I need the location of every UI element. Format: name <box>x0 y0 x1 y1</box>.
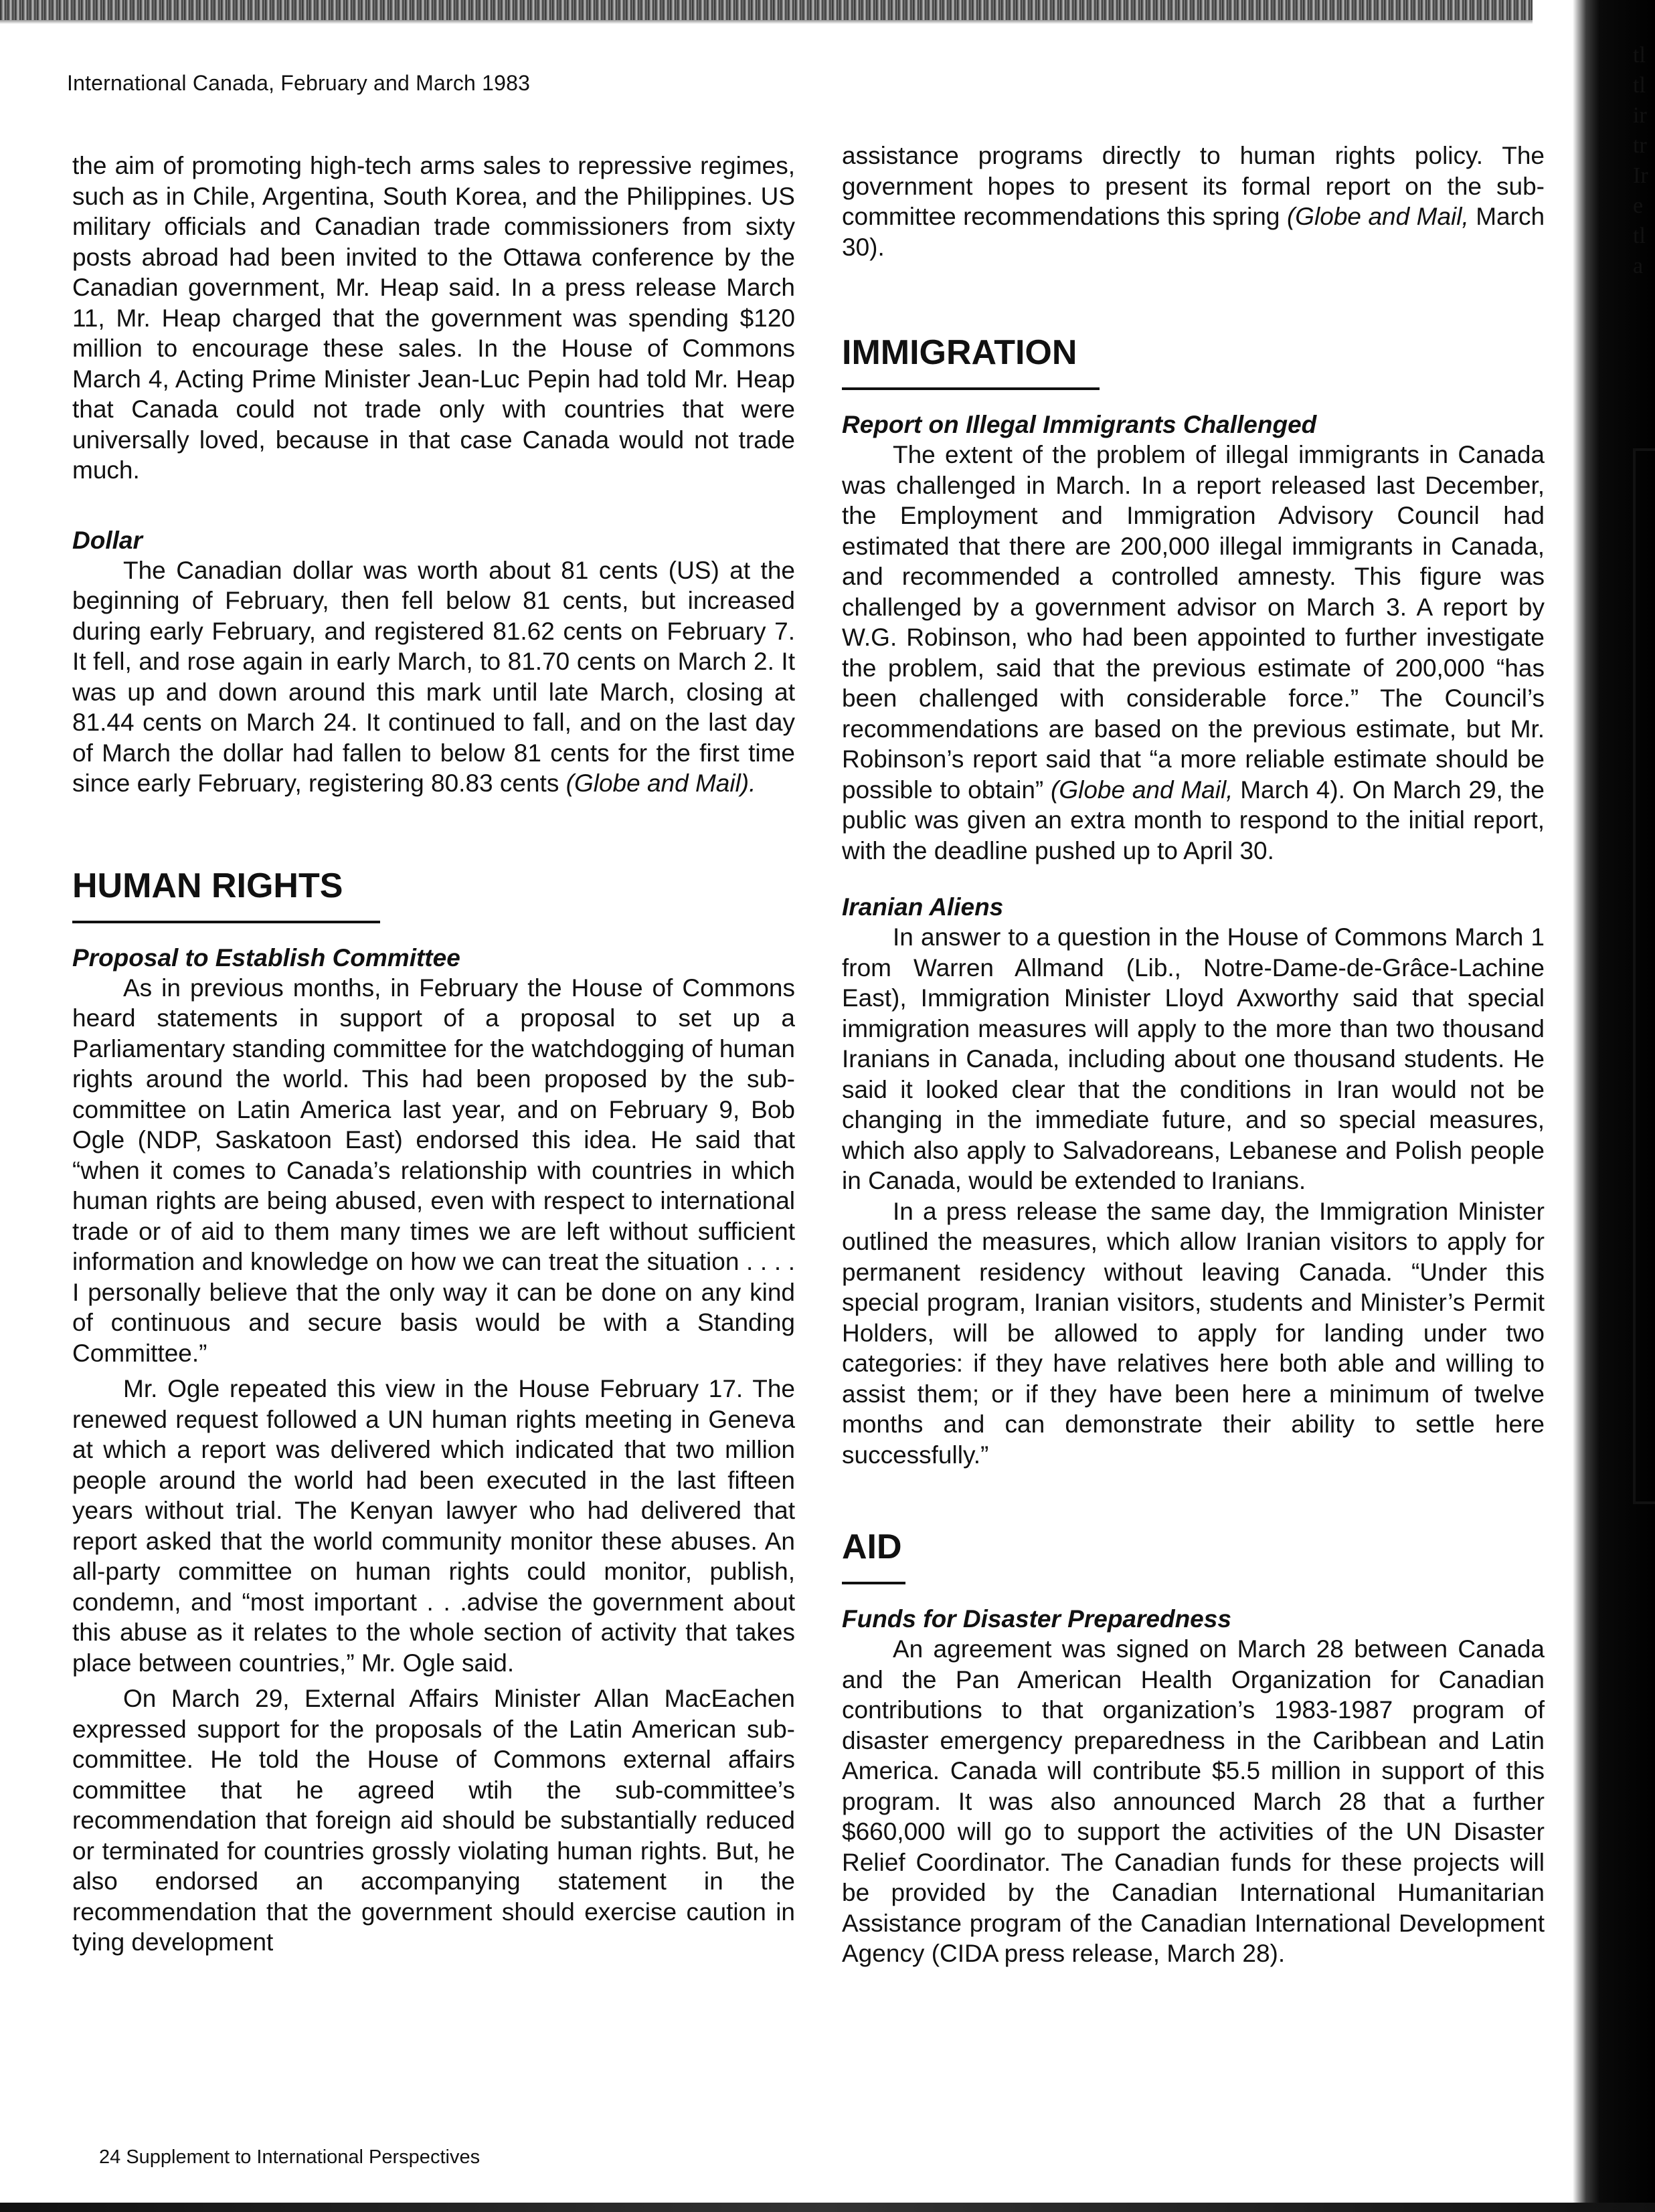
fragment-line: tr <box>1633 133 1647 158</box>
illegal-immigrants-text-end: March 4). On March 29, the public was given an extra month to respond to the initial report, with the deadline pushed up to April 30. <box>842 775 1545 864</box>
illegal-immigrants-paragraph <box>842 440 1545 866</box>
iranian-aliens-paragraph-1: In answer to a question in the House of Commons March 1 from Warren Allmand (Lib., Notre-Dame-de-Grâce-Lachine East), Immigration Minister Lloyd Axworthy said that special immigration measures will apply to the more than two thousand Iranians in Canada, including about one thousand students. He said it looked clear that the conditions in Iran would not be changing in the immediate future, and so special measures, which also apply to Salvadoreans, Lebanese and Polish people in Canada, would be extended to Iranians. <box>842 923 1545 1194</box>
right-column <box>842 141 1545 1969</box>
page-folio: 24 Supplement to International Perspectives <box>99 2146 481 2168</box>
dollar-citation: (Globe and Mail). <box>565 769 756 797</box>
disaster-preparedness-paragraph: An agreement was signed on March 28 between Canada and the Pan American Health Organization for Canadian contributions to that organization’s 1983-1987 program of disaster emergency preparedness in the Caribbean and Latin America. Canada will contribute $5.5 million in support of this program. It was also announced March 28 that a further $660,000 will go to support the activities of the UN Disaster Relief Coordinator. The Canadian funds for these projects will be provided by the Canadian International Humanitarian Assistance program of the Canadian International Development Agency (CIDA press release, March 28). <box>842 1635 1545 1967</box>
fragment-line: tl <box>1633 43 1646 68</box>
adjacent-page-box <box>1633 448 1655 1504</box>
iranian-aliens-subheading: Iranian Aliens <box>842 893 1004 921</box>
arms-paragraph: the aim of promoting high-tech arms sales to repressive regimes, such as in Chile, Argentina, South Korea, and the Philippines. US military officials and Canadian trade commissioners from sixty posts abroad had been invited to the Ottawa conference by the Canadian government, Mr. Heap said. In a press release March 11, Mr. Heap charged that the government was spending $120 million to encourage these sales. In the House of Commons March 4, Acting Prime Minister Jean-Luc Pepin had told Mr. Heap that Canada could not trade only with countries that were universally loved, because in that case Canada would not trade much. <box>72 152 795 484</box>
human-rights-paragraph-2: Mr. Ogle repeated this view in the House February 17. The renewed request followed a UN human rights meeting in Geneva at which a report was delivered which indicated that two million people around the world had been executed in the last fifteen years without trial. The Kenyan lawyer who had delivered that report asked that the world community monitor these abuses. An all-party committee on human rights could monitor, publish, condemn, and “most important . . .advise the government about this abuse as it relates to the whole section of activity that takes place between countries,” Mr. Ogle said. <box>72 1375 795 1677</box>
aid-heading: AID <box>842 1528 902 1566</box>
fragment-line: a <box>1633 254 1644 278</box>
immigration-rule <box>842 387 1100 390</box>
aid-rule <box>842 1582 905 1584</box>
scan-bottom-edge <box>0 2203 1655 2212</box>
illegal-immigrants-text: The extent of the problem of illegal immigrants in Canada was challenged in March. In a report released last December, the Employment and Immigration Advisory Council had estimated that there are 200,000 illegal immigrants in Canada, and recommended a controlled amnesty. This figure was challenged by a government advisor on March 3. A report by W.G. Robinson, who had been appointed to further investigate the problem, said that the previous estimate of 200,000 “has been challenged with considerable force.” The Council’s recommendations are based on the previous estimate, but Mr. Robinson’s report said that “a more reliable estimate should be possible to obtain” <box>842 441 1545 804</box>
fragment-line: ir <box>1633 103 1647 128</box>
proposal-subheading: Proposal to Establish Committee <box>72 943 460 972</box>
illegal-immigrants-subheading: Report on Illegal Immigrants Challenged <box>842 411 1317 438</box>
disaster-preparedness-subheading: Funds for Disaster Preparedness <box>842 1605 1231 1633</box>
fragment-line: tl <box>1633 73 1646 98</box>
human-rights-paragraph-3: On March 29, External Affairs Minister Allan MacEachen expressed support for the proposals of the Latin American sub-committee. He told the House of Commons external affairs committee that he agreed wtih the sub-committee’s recommendation that foreign aid should be substantially reduced or terminated for countries grossly violating human rights. But, he also endorsed an accompanying statement in the recommendation that the government should exercise caution in tying development <box>72 1685 795 1956</box>
continued-paragraph <box>842 141 1545 262</box>
dollar-subheading: Dollar <box>72 526 143 554</box>
adjacent-page-fragment <box>1633 40 1653 281</box>
dollar-paragraph <box>72 555 795 799</box>
immigration-heading: IMMIGRATION <box>842 333 1077 372</box>
iranian-aliens-paragraph-2: In a press release the same day, the Immigration Minister outlined the measures, which allow Iranian visitors to apply for permanent residency without leaving Canada. “Under this special program, Iranian visitors, students and Minister’s Permit Holders, will be allowed to apply for landing under two categories: if they have relatives here both able and willing to assist them; or if they have been here a minimum of twelve months and can demonstrate their ability to settle here successfully.” <box>842 1197 1545 1469</box>
fragment-line: e <box>1633 193 1644 218</box>
human-rights-rule <box>72 921 380 923</box>
fragment-line: tl <box>1633 223 1646 248</box>
left-column <box>72 151 795 1958</box>
continued-end: March 30). <box>842 203 1545 261</box>
dollar-text: The Canadian dollar was worth about 81 cents (US) at the beginning of February, then fell below 81 cents, but increased during early February, and registered 81.62 cents on February 7. It fell, and rose again in early March, to 81.70 cents on March 2. It was up and down around this mark until late March, closing at 81.44 cents on March 24. It continued to fall, and on the last day of March the dollar had fallen to below 81 cents for the first time since early February, registering 80.83 cents <box>72 556 795 797</box>
running-head: International Canada, February and March 1983 <box>67 71 531 95</box>
human-rights-paragraph-1: As in previous months, in February the House of Commons heard statements in support of a proposal to set up a Parliamentary standing committee for the watchdogging of human rights around the world. This had been proposed by the sub-committee on Latin America last year, and on February 9, Bob Ogle (NDP, Saskatoon East) endorsed this idea. He said that “when it comes to Canada’s relationship with countries in which human rights are being abused, even with respect to international trade or of aid to them many times we are left without sufficient information and knowledge on how we can treat the situation . . . . I personally believe that the only way it can be done on any kind of continuous and secure basis would be with a Standing Committee.” <box>72 974 795 1367</box>
human-rights-heading: HUMAN RIGHTS <box>72 866 343 905</box>
illegal-immigrants-citation: (Globe and Mail, <box>1051 775 1233 804</box>
continued-citation: (Globe and Mail, <box>1286 203 1469 230</box>
scan-top-edge <box>0 0 1655 20</box>
continued-text: assistance programs directly to human rights policy. The government hopes to present its formal report on the sub-committee recommendations this spring <box>842 142 1545 230</box>
fragment-line: Ir <box>1633 163 1648 188</box>
